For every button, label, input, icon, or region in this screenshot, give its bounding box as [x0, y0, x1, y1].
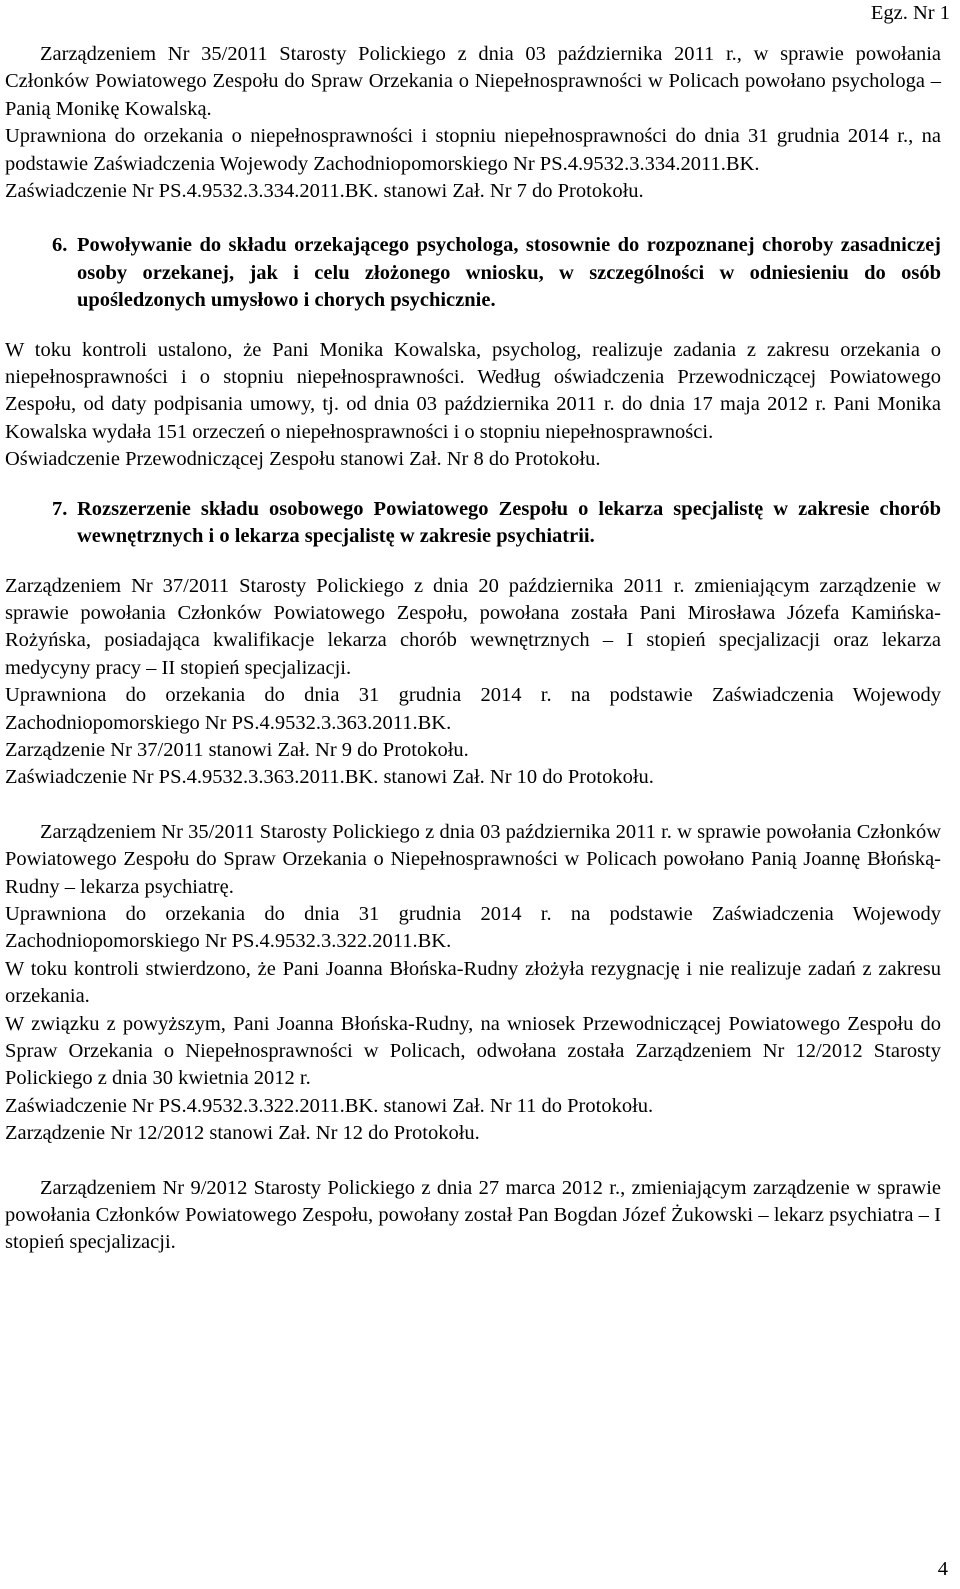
paragraph: W toku kontroli ustalono, że Pani Monika Kowalska, psycholog, realizuje zadania z zakresu orzekania o niepełnosprawności i o stopniu niepełnosprawności. Według oświadczenia Przewodniczącej Powiatowego Zespołu, od daty podpisania umowy, tj. od dnia 03 października 2011 r. do dnia 17 maja 2012 r. Pani Monika Kowalska wydała 151 orzeczeń o niepełnosprawności i o stopniu niepełnosprawności. — [5, 338, 941, 443]
section-title: Powoływanie do składu orzekającego psychologa, stosownie do rozpoznanej choroby zasadniczej osoby orzekanej, jak i celu złożonego wniosku, w szczególności w odniesieniu do osób upośledzonych umysłowo i chorych psychicznie. — [77, 234, 941, 312]
paragraph: Zaświadczenie Nr PS.4.9532.3.322.2011.BK. stanowi Zał. Nr 11 do Protokołu. — [5, 1094, 654, 1117]
spacer — [5, 551, 941, 573]
paragraph: Zaświadczenie Nr PS.4.9532.3.334.2011.BK. stanowi Zał. Nr 7 do Protokołu. — [5, 180, 644, 203]
spacer — [5, 205, 941, 232]
paragraph: Zarządzeniem Nr 35/2011 Starosty Polickiego z dnia 03 października 2011 r., w sprawie powołania Członków Powiatowego Zespołu do Spraw Orzekania o Niepełnosprawności w Policach powołano psychologa – Panią Monikę Kowalską. — [5, 43, 941, 120]
page-number: 4 — [937, 1558, 948, 1580]
paragraph: Zarządzenie Nr 12/2012 stanowi Zał. Nr 12 do Protokołu. — [5, 1122, 480, 1145]
paragraph: Uprawniona do orzekania o niepełnosprawności i stopniu niepełnosprawności do dnia 31 grudnia 2014 r., na podstawie Zaświadczenia Wojewody Zachodniopomorskiego Nr PS.4.9532.3.334.2011.BK. — [5, 125, 941, 175]
paragraph: Zaświadczenie Nr PS.4.9532.3.363.2011.BK. stanowi Zał. Nr 10 do Protokołu. — [5, 766, 654, 789]
paragraph: Zarządzeniem Nr 35/2011 Starosty Polickiego z dnia 03 października 2011 r. w sprawie powołania Członków Powiatowego Zespołu do Spraw Orzekania o Niepełnosprawności w Policach powołano Panią Joannę Błońską-Rudny – lekarza psychiatrę. — [5, 820, 941, 898]
section-heading — [5, 496, 941, 551]
section-number: 7. — [52, 497, 68, 520]
spacer — [5, 792, 941, 819]
paragraph: Zarządzeniem Nr 37/2011 Starosty Polickiego z dnia 20 października 2011 r. zmieniającym zarządzenie w sprawie powołania Członków Powiatowego Zespołu, powołana została Pani Mirosława Józefa Kamińska-Rożyńska, posiadająca kwalifikacje lekarza chorób wewnętrznych – I stopień specjalizacji oraz lekarza medycyny pracy – II stopień specjalizacji. — [5, 574, 941, 679]
section-heading — [5, 232, 941, 314]
spacer — [5, 1148, 941, 1175]
paragraph: W związku z powyższym, Pani Joanna Błońska-Rudny, na wniosek Przewodniczącej Powiatowego Zespołu do Spraw Orzekania o Niepełnosprawności w Policach, odwołana została Zarządzeniem Nr 12/2012 Starosty Polickiego z dnia 30 kwietnia 2012 r. — [5, 1012, 941, 1090]
copy-number-label: Egz. Nr 1 — [870, 2, 950, 24]
document-body — [5, 41, 941, 1257]
spacer — [5, 315, 941, 337]
section-number: 6. — [52, 234, 68, 257]
section-title: Rozszerzenie składu osobowego Powiatowego Zespołu o lekarza specjalistę w zakresie chorób wewnętrznych i o lekarza specjalistę w zakresie psychiatrii. — [77, 497, 941, 548]
paragraph: Zarządzenie Nr 37/2011 stanowi Zał. Nr 9 do Protokołu. — [5, 738, 469, 761]
paragraph: Zarządzeniem Nr 9/2012 Starosty Polickiego z dnia 27 marca 2012 r., zmieniającym zarządzenie w sprawie powołania Członków Powiatowego Zespołu, powołany został Pan Bogdan Józef Żukowski – lekarz psychiatra – I stopień specjalizacji. — [5, 1176, 941, 1254]
paragraph: W toku kontroli stwierdzono, że Pani Joanna Błońska-Rudny złożyła rezygnację i nie realizuje zadań z zakresu orzekania. — [5, 957, 941, 1008]
paragraph: Uprawniona do orzekania do dnia 31 grudnia 2014 r. na podstawie Zaświadczenia Wojewody Zachodniopomorskiego Nr PS.4.9532.3.322.2011.BK. — [5, 902, 941, 953]
spacer — [5, 474, 941, 496]
paragraph: Oświadczenie Przewodniczącej Zespołu stanowi Zał. Nr 8 do Protokołu. — [5, 448, 601, 471]
paragraph: Uprawniona do orzekania do dnia 31 grudnia 2014 r. na podstawie Zaświadczenia Wojewody Zachodniopomorskiego Nr PS.4.9532.3.363.2011.BK. — [5, 684, 941, 734]
